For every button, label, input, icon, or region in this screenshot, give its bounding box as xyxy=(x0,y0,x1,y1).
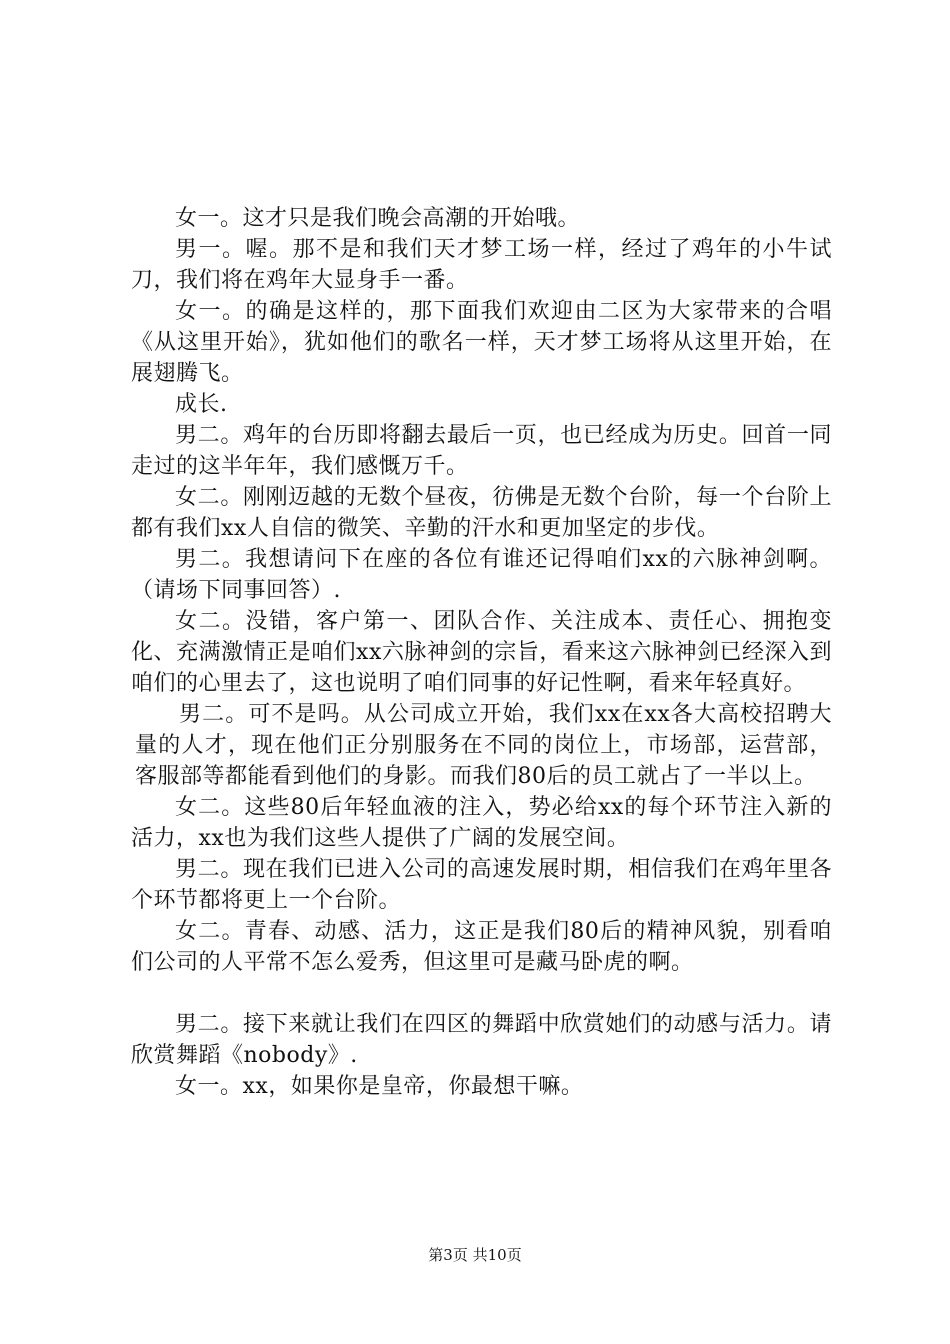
paragraph: 女二。这些80后年轻血液的注入，势必给xx的每个环节注入新的活力，xx也为我们这些人提供了广阔的发展空间。 xyxy=(131,795,832,851)
paragraph: 男二。现在我们已进入公司的高速发展时期，相信我们在鸡年里各个环节都将更上一个台阶。 xyxy=(131,857,832,913)
paragraph: 男二。我想请问下在座的各位有谁还记得咱们xx的六脉神剑啊。（请场下同事回答）. xyxy=(131,547,832,603)
paragraph: 女一。的确是这样的，那下面我们欢迎由二区为大家带来的合唱《从这里开始》，犹如他们的歌名一样，天才梦工场将从这里开始，在展翅腾飞。 xyxy=(131,299,832,386)
paragraph: 女二。青春、动感、活力，这正是我们80后的精神风貌，别看咱们公司的人平常不怎么爱秀，但这里可是藏马卧虎的啊。 xyxy=(131,919,832,975)
paragraph: 女一。xx，如果你是皇帝，你最想干嘛。 xyxy=(175,1074,584,1099)
paragraph: 男二。接下来就让我们在四区的舞蹈中欣赏她们的动感与活力。请欣赏舞蹈《nobody》. xyxy=(131,1012,832,1068)
paragraph: 女一。这才只是我们晚会高潮的开始哦。 xyxy=(175,206,581,231)
paragraph: 男二。鸡年的台历即将翻去最后一页，也已经成为历史。回首一同走过的这半年年，我们感慨万千。 xyxy=(131,423,832,479)
paragraph: 女二。刚刚迈越的无数个昼夜，彷佛是无数个台阶，每一个台阶上都有我们xx人自信的微笑、辛勤的汗水和更加坚定的步伐。 xyxy=(131,485,832,541)
page-number-footer: 第3页 共10页 xyxy=(428,1246,522,1264)
paragraph: 女二。没错，客户第一、团队合作、关注成本、责任心、拥抱变化、充满激情正是咱们xx六脉神剑的宗旨，看来这六脉神剑已经深入到咱们的心里去了，这也说明了咱们同事的好记性啊，看来年轻真好。 xyxy=(131,609,832,696)
document-body xyxy=(131,203,832,1102)
paragraph: 男二。可不是吗。从公司成立开始，我们xx在xx各大高校招聘大量的人才，现在他们正分别服务在不同的岗位上，市场部，运营部，客服部等都能看到他们的身影。而我们80后的员工就占了一半以上。 xyxy=(135,702,832,789)
paragraph: 成长. xyxy=(175,392,228,417)
paragraph: 男一。喔。那不是和我们天才梦工场一样，经过了鸡年的小牛试刀，我们将在鸡年大显身手一番。 xyxy=(131,237,832,293)
